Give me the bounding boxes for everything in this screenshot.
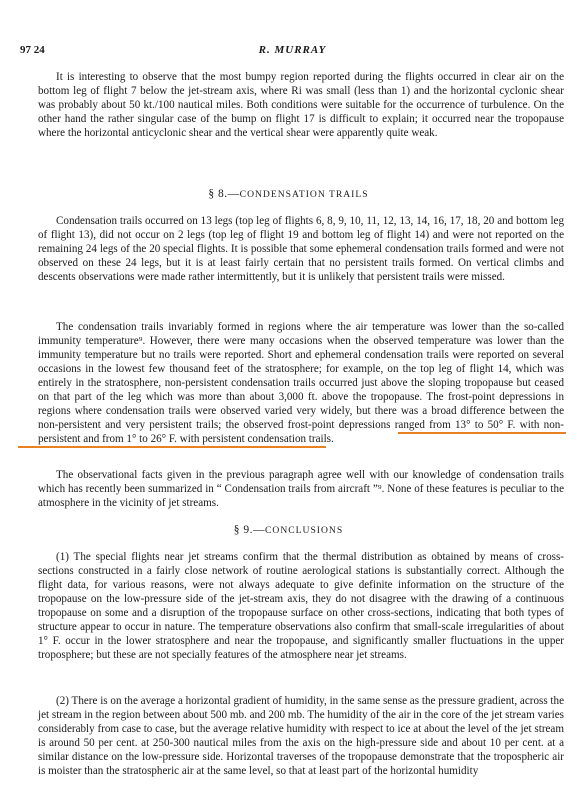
section-title: CONDENSATION TRAILS	[239, 189, 369, 200]
running-author: R. MURRAY	[258, 44, 327, 56]
paragraph-trail-formation	[38, 320, 564, 446]
paragraph-text: The condensation trails invariably formed in regions where the air temperature was lower than the so-called immunity temperature⁹. However, there were many occasions when the observed temperature was lower than the immunity temperature but no trails were reported. Short and ephemeral condensation trails were reported on several occasions in the lowest few thousand feet of the stratosphere; for example, on the top leg of flight 14, which was entirely in the stratosphere, non-persistent condensation trails occurred just above the sloping tropopause but ceased on that part of the leg which was more than about 3,000 ft. above the tropopause. The frost-point depressions in regions where condensation trails were observed varied very widely,	[38, 321, 564, 417]
page-header	[20, 44, 565, 60]
highlighted-passage: but there was a broad difference between the non-persistent and very persistent trails	[38, 405, 564, 431]
section-number: § 9.—	[233, 524, 266, 536]
underline-mark	[398, 432, 566, 434]
paragraph-conclusion-2: (2) There is on the average a horizontal gradient of humidity, in the same sense as the pressure gradient, across the jet stream in the region between about 500 mb. and 200 mb. The humidity of the air in the core of the jet stream varies considerably from case to case, but the average relative humidity with respect to ice at about the level of the jet stream is around 50 per cent. at 250-300 nautical miles from the axis on the high-pressure side and about 10 per cent. at a similar distance on the low-pressure side. Horizontal traverses of the tropopause demonstrate that the tropospheric air is moister than the stratospheric air at the same level, so that at least part of the horizontal humidity	[38, 695, 564, 777]
page-number: 97 24	[20, 44, 45, 56]
paragraph-observational-facts: The observational facts given in the previous paragraph agree well with our knowledge of condensation trails which has recently been summarized in “ Condensation trails from aircraft ”⁹. None of these features is peculiar to the atmosphere in the vicinity of jet streams.	[38, 469, 564, 509]
paragraph-turbulence: It is interesting to observe that the most bumpy region reported during the flights occurred in clear air on the bottom leg of flight 7 below the jet-stream axis, where Ri was small (less than 1) and the horizontal cyclonic shear was probably about 50 kt./100 nautical miles. Both conditions were suitable for the occurrence of turbulence. On the other hand the rather singular case of the bump on flight 17 is difficult to explain; it occurred near the tropopause where the horizontal anticyclonic shear and the vertical shear were apparently quite weak.	[38, 71, 564, 139]
section-heading-conclusions	[0, 524, 577, 536]
section-title: CONCLUSIONS	[265, 525, 344, 536]
paragraph-conclusion-1: (1) The special flights near jet streams confirm that the thermal distribution as obtained by means of cross-sections constructed in a fairly close network of routine aerological stations is substantially correct. Although the flight data, for various reasons, were not always adequate to give definite information on the structure of the tropopause on the low-pressure side of the jet-stream axis, they do not disagree with the drawing of a continuous tropopause on some and a disruption of the tropopause surface on other cross-sections, indicating that both types of structure appear to occur in nature. The temperature observations also confirm that small-scale irregularities of about 1° F. occur in the lower stratosphere and near the tropopause, and significantly smaller fluctuations in the upper troposphere; but these are not specially features of the atmosphere near jet streams.	[38, 551, 564, 661]
section-number: § 8.—	[208, 188, 240, 200]
section-heading-condensation-trails	[0, 188, 577, 200]
underline-mark	[18, 446, 326, 448]
paragraph-trail-occurrence: Condensation trails occurred on 13 legs (top leg of flights 6, 8, 9, 10, 11, 12, 13, 14, 16, 17, 18, 20 and bottom leg of flight 13), did not occur on 2 legs (top leg of flight 19 and bottom leg of flight 14) and were not reported on the remaining 24 legs of the 20 special flights. It is possible that some ephemeral condensation trails formed and were not observed on these 24 legs, but it is at least fairly certain that no persistent trails formed. On vertical climbs and descents observations were made rather intermittently, but it is unlikely that persistent trails were missed.	[38, 215, 564, 283]
paragraph-text: ; the observed frost-point depressions ranged from 13° to 50° F. with non-persistent and from 1° to 26° F. with persistent condensation trails.	[38, 419, 564, 445]
